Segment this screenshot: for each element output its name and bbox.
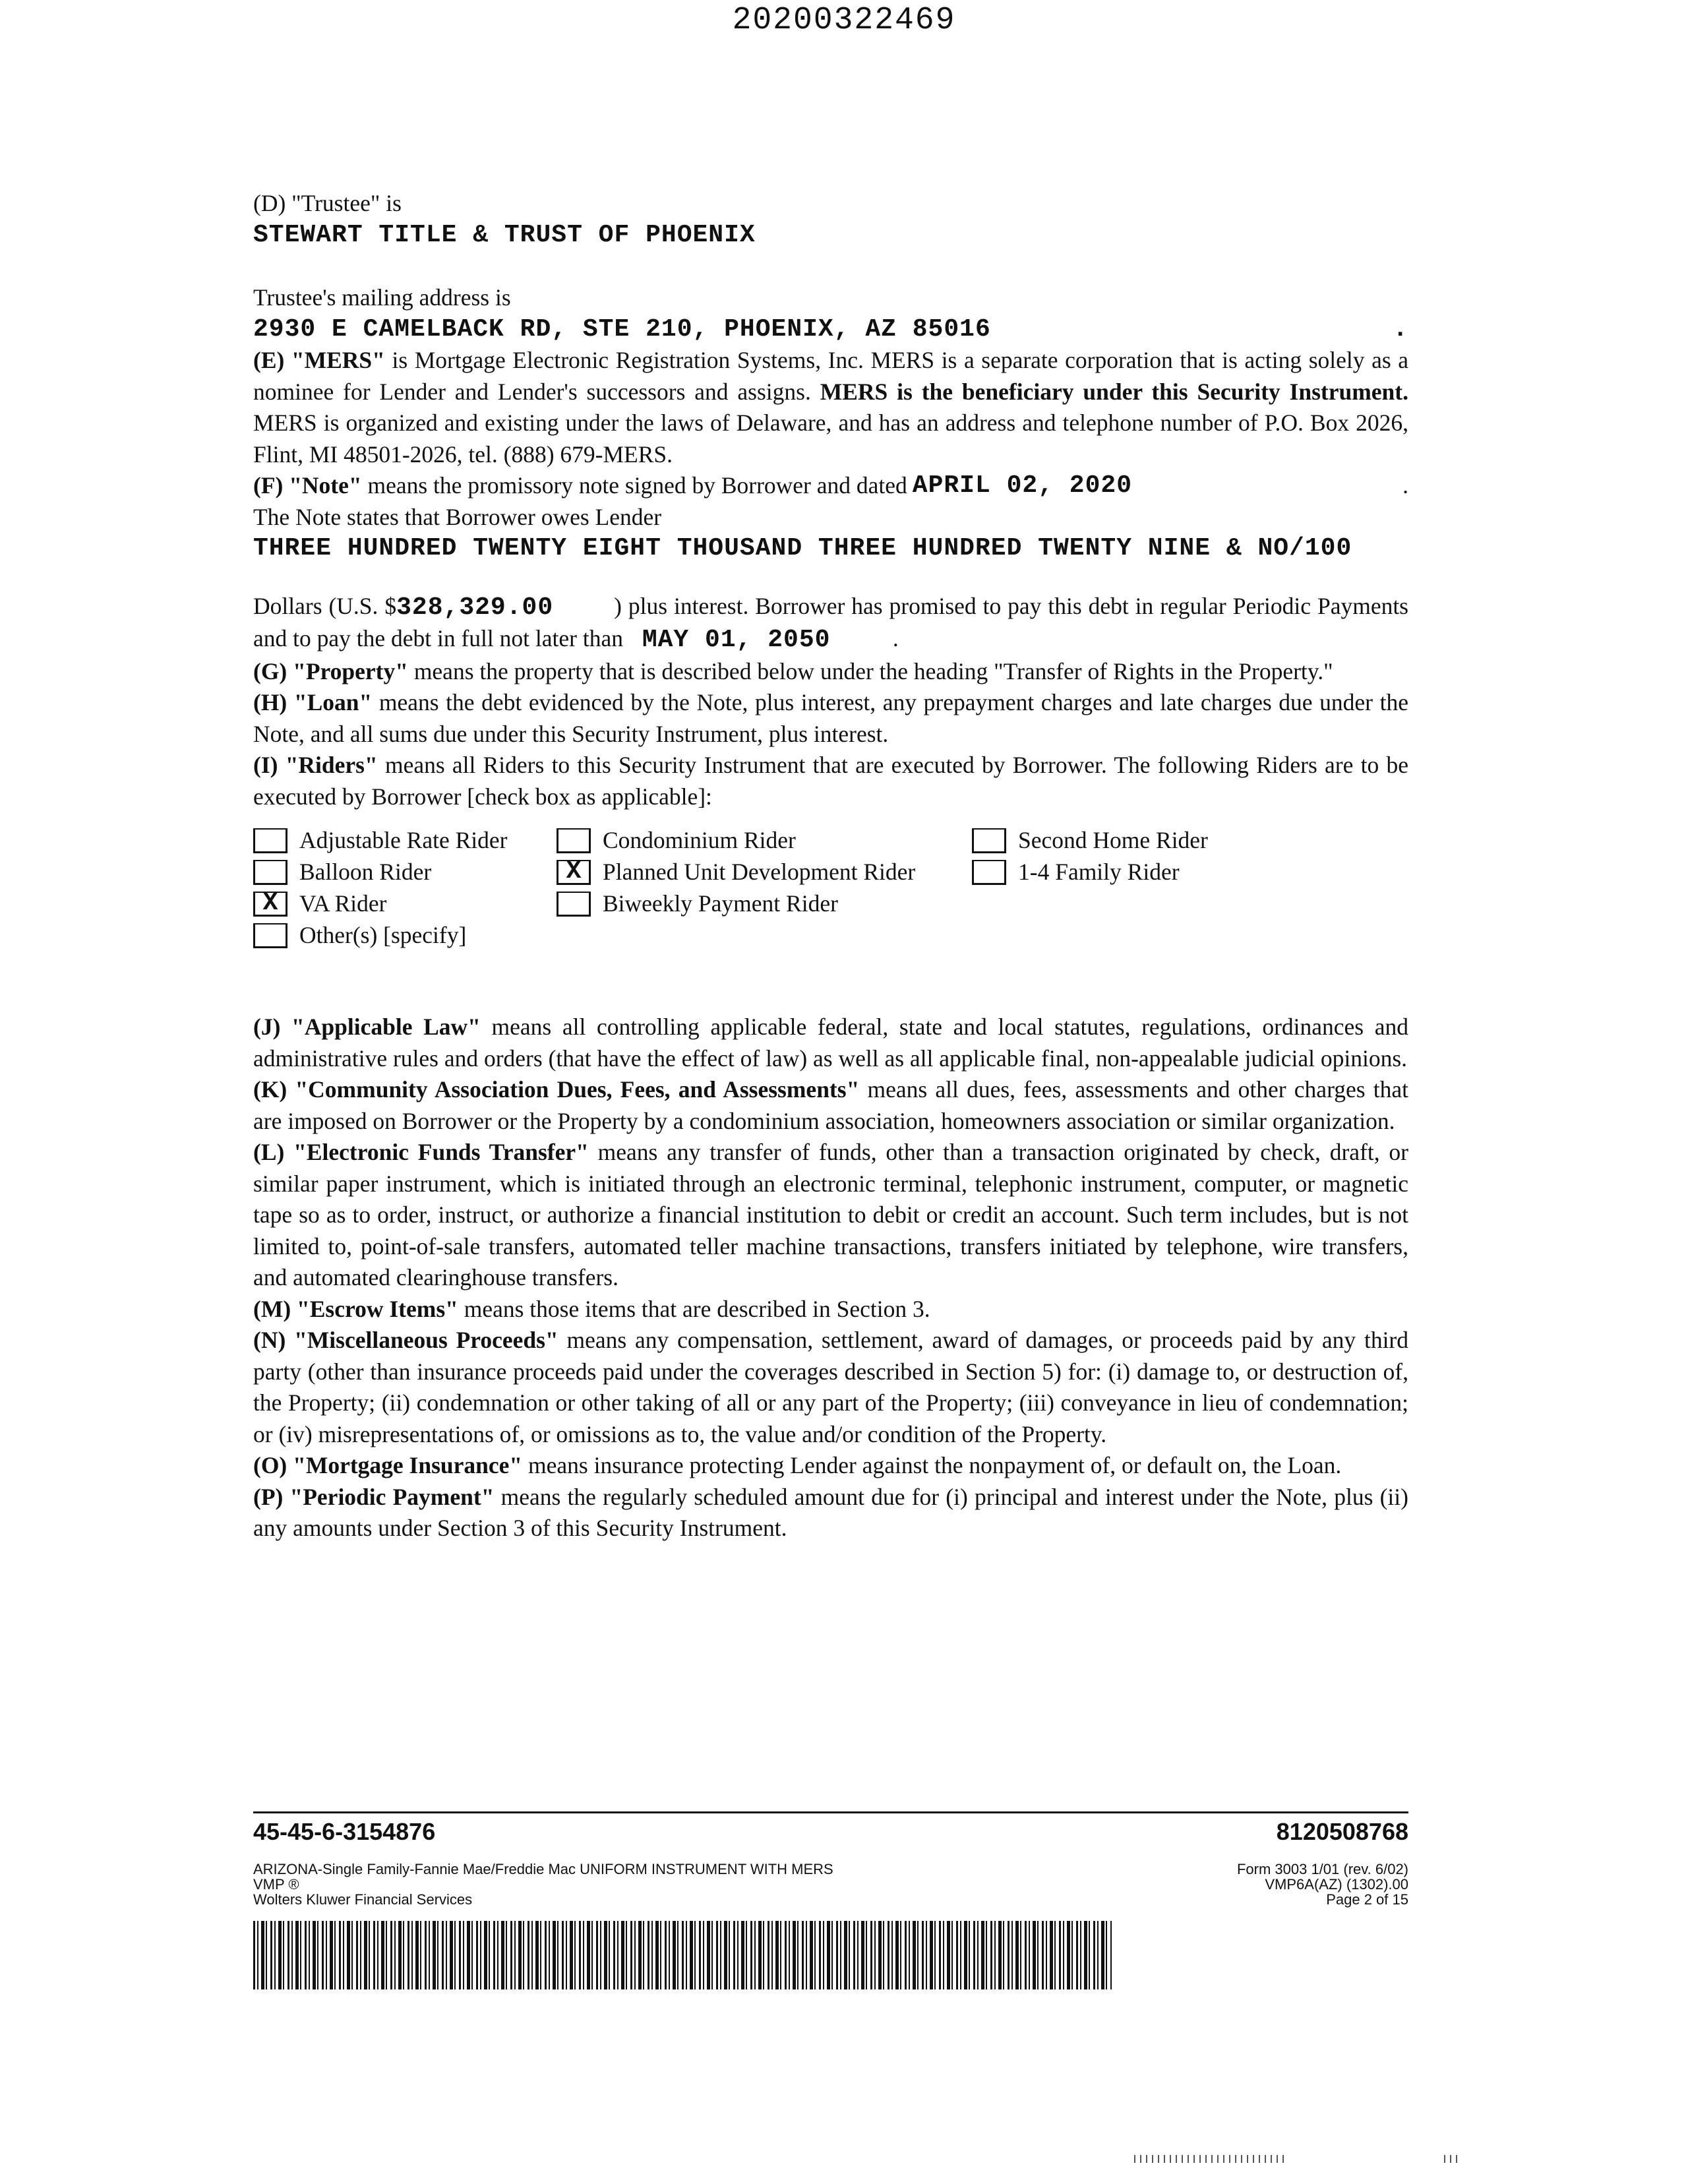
definition-text: means the promissory note signed by Borrower and dated <box>361 472 907 499</box>
vmp-code: VMP6A(AZ) (1302).00 <box>1265 1876 1408 1893</box>
note-owes: The Note states that Borrower owes Lender <box>253 503 662 530</box>
definition-text: means all controlling applicable federal, state and local statutes, regulations, ordinances and administrative rules and orders (that have the effect of law) as well as all applicable final, non-appealable judicial opinions. <box>253 1014 1408 1072</box>
riders-checklist <box>253 826 1408 955</box>
trustee-address-end: . <box>1393 315 1408 344</box>
rider-condominium[interactable] <box>557 826 796 856</box>
definition-lead: (J) "Applicable Law" <box>253 1014 481 1040</box>
rider-checkbox[interactable]: X <box>253 892 287 917</box>
scan-artifact <box>1444 2155 1460 2163</box>
definition-lead: (M) "Escrow Items" <box>253 1295 458 1322</box>
rider-label: 1-4 Family Rider <box>1018 859 1180 886</box>
trustee-address-line <box>253 314 1408 346</box>
definition-text: means the property that is described below under the heading "Transfer of Rights in the Property." <box>407 657 1333 684</box>
dollars-prefix: Dollars (U.S. $ <box>253 592 397 619</box>
form-description <box>253 1862 833 1907</box>
definition-note <box>253 470 1408 502</box>
rider-label: Condominium Rider <box>603 827 796 854</box>
definition-item <box>253 1482 1408 1544</box>
definition-text: is Mortgage Electronic Registration Systems, Inc. MERS is a separate corporation that is acting solely as a nominee for Lender and Lender's successors and assigns. <box>253 347 1408 405</box>
note-date: APRIL 02, 2020 <box>912 471 1133 500</box>
rider-checkbox[interactable] <box>557 892 591 917</box>
definition-text: means the regularly scheduled amount due for (i) principal and interest under the Note, plus (ii) any amounts under Section 3 of this Security Instrument. <box>253 1483 1408 1541</box>
trustee-name: STEWART TITLE & TRUST OF PHOENIX <box>253 220 756 249</box>
definition-item <box>253 1012 1408 1074</box>
rider-checkbox[interactable] <box>557 828 591 853</box>
note-amount: 328,329.00 <box>396 593 554 622</box>
maturity-date: MAY 01, 2050 <box>642 626 831 654</box>
rider-checkbox[interactable] <box>253 923 287 948</box>
definition-item <box>253 687 1408 750</box>
rider-label: VA Rider <box>299 890 387 917</box>
scan-artifact <box>1134 2155 1286 2163</box>
rider-planned-unit-development[interactable] <box>557 857 915 888</box>
rider-label: Adjustable Rate Rider <box>299 827 508 854</box>
definition-lead: (O) "Mortgage Insurance" <box>253 1452 523 1478</box>
definition-text: means any compensation, settlement, award of damages, or proceeds paid by any third party (other than insurance proceeds paid under the coverages described in Section 5) for: (i) damage to, or destruction of, the Property; (ii) condemnation or other taking of all or any part of the Property; (iii) conveyance in lieu of condemnation; or (iv) misrepresentations of, or omissions as to, the value and/or condition of the Property. <box>253 1327 1409 1447</box>
rider-checkbox[interactable]: X <box>557 860 591 885</box>
definition-item <box>253 656 1408 688</box>
rider-label: Planned Unit Development Rider <box>603 859 916 886</box>
definition-lead: (F) "Note" <box>253 472 362 499</box>
definition-text: means all Riders to this Security Instrument that are executed by Borrower. The following Riders are to be executed by Borrower [check box as applicable]: <box>253 752 1408 810</box>
definition-item <box>253 1325 1408 1450</box>
document-body <box>253 188 1408 1544</box>
loan-number: 45-45-6-3154876 <box>253 1818 436 1845</box>
form-title: ARIZONA-Single Family-Fannie Mae/Freddie Mac UNIFORM INSTRUMENT WITH MERS <box>253 1861 833 1877</box>
trustee-address: 2930 E CAMELBACK RD, STE 210, PHOENIX, AZ 85016 <box>253 315 991 344</box>
note-dollars <box>253 591 1408 656</box>
definition-item <box>253 1137 1408 1294</box>
form-number: Form 3003 1/01 (rev. 6/02) <box>1236 1861 1408 1877</box>
footer-divider <box>253 1811 1408 1813</box>
maturity-end: . <box>892 625 899 652</box>
definition-text: means those items that are described in Section 3. <box>458 1295 930 1322</box>
barcode <box>253 1921 1112 1989</box>
definition-lead: (P) "Periodic Payment" <box>253 1483 495 1510</box>
form-info <box>1237 1862 1408 1907</box>
rider-biweekly-payment[interactable] <box>557 889 838 919</box>
rider-checkbox[interactable] <box>972 860 1006 885</box>
rider-second-home[interactable] <box>972 826 1208 856</box>
definition-item <box>253 1294 1408 1325</box>
definition-item <box>253 750 1408 812</box>
rider-balloon[interactable] <box>253 857 431 888</box>
mers-beneficiary: MERS is the beneficiary under this Security Instrument. <box>820 378 1408 405</box>
definition-lead: (G) "Property" <box>253 657 408 684</box>
definitions-bottom <box>253 1012 1408 1544</box>
page-number: Page 2 of 15 <box>1326 1891 1408 1908</box>
definition-mers <box>253 345 1408 470</box>
rider-other[interactable] <box>253 921 466 951</box>
definition-item <box>253 1450 1408 1482</box>
definition-lead: (L) "Electronic Funds Transfer" <box>253 1139 589 1165</box>
case-number: 8120508768 <box>1276 1818 1408 1845</box>
definition-text: means all dues, fees, assessments and other charges that are imposed on Borrower or the Property by a condominium association, homeowners association or similar organization. <box>253 1076 1409 1134</box>
vendor-mark: VMP ® <box>253 1876 299 1893</box>
vendor-name: Wolters Kluwer Financial Services <box>253 1891 473 1908</box>
rider-checkbox[interactable] <box>253 860 287 885</box>
dollars-suffix: ) plus interest. Borrower has promised to pay this debt in regular Periodic Payments and to pay the debt in full not later than <box>253 592 1409 652</box>
trustee-address-label: Trustee's mailing address is <box>253 284 511 311</box>
definition-lead: (N) "Miscellaneous Proceeds" <box>253 1327 558 1353</box>
rider-checkbox[interactable] <box>972 828 1006 853</box>
definition-lead: (I) "Riders" <box>253 752 378 778</box>
rider-1-4-family[interactable] <box>972 857 1180 888</box>
definition-text: means insurance protecting Lender against the nonpayment of, or default on, the Loan. <box>522 1452 1342 1478</box>
note-date-end: . <box>1402 472 1408 499</box>
definition-item <box>253 1074 1408 1137</box>
rider-label: Biweekly Payment Rider <box>603 890 838 917</box>
definition-text: means any transfer of funds, other than a transaction originated by check, draft, or similar paper instrument, which is initiated through an electronic terminal, telephonic instrument, computer, or magnetic tape so as to order, instruct, or authorize a financial institution to debit or credit an account. Such term includes, but is not limited to, point-of-sale transfers, automated teller machine transactions, transfers initiated by telephone, wire transfers, and automated clearinghouse transfers. <box>253 1139 1408 1290</box>
definition-lead: (E) "MERS" <box>253 347 385 373</box>
definitions-top <box>253 656 1408 813</box>
rider-label: Balloon Rider <box>299 859 432 886</box>
definition-lead: (K) "Community Association Dues, Fees, and Assessments" <box>253 1076 860 1103</box>
definition-lead: (H) "Loan" <box>253 689 373 715</box>
rider-label: Second Home Rider <box>1018 827 1208 854</box>
recording-number: 20200322469 <box>732 3 956 38</box>
rider-va[interactable] <box>253 889 386 919</box>
rider-checkbox[interactable] <box>253 828 287 853</box>
definition-text: means the debt evidenced by the Note, plus interest, any prepayment charges and late charges due under the Note, and all sums due under this Security Instrument, plus interest. <box>253 689 1408 747</box>
rider-label: Other(s) [specify] <box>299 922 467 949</box>
note-amount-words: THREE HUNDRED TWENTY EIGHT THOUSAND THREE HUNDRED TWENTY NINE & NO/100 <box>253 534 1352 562</box>
trustee-label: (D) "Trustee" is <box>253 190 402 216</box>
rider-adjustable-rate[interactable] <box>253 826 507 856</box>
definition-text: MERS is organized and existing under the laws of Delaware, and has an address and telephone number of P.O. Box 2026, Flint, MI 48501-2026, tel. (888) 679-MERS. <box>253 410 1408 468</box>
